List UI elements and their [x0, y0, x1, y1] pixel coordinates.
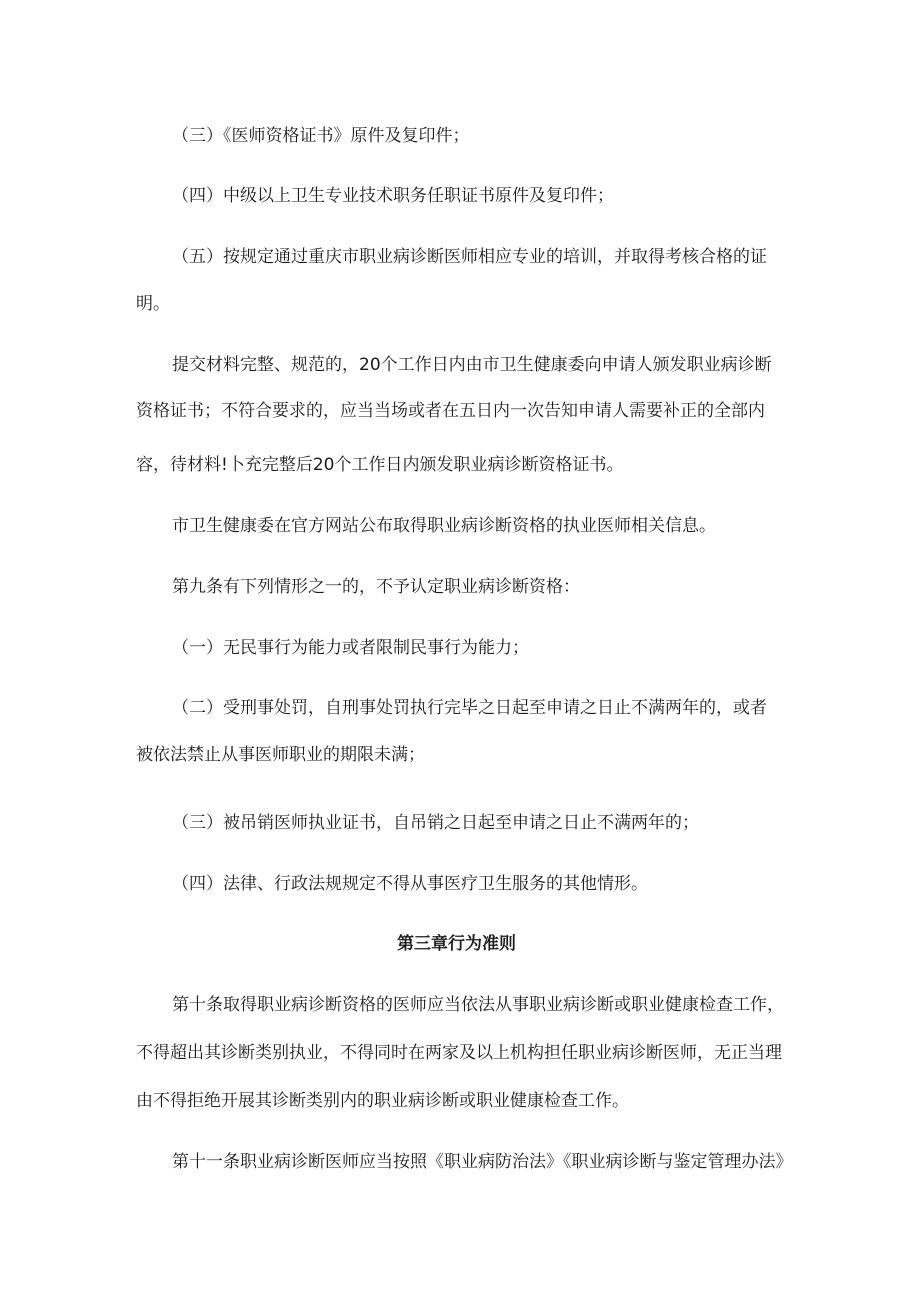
item-3-physician-certificate: （三）《医师资格证书》原件及复印件； — [172, 126, 470, 146]
article-11-line-1: 第十一条职业病诊断医师应当按照《职业病防治法》《职业病诊断与鉴定管理办法》 — [172, 1152, 793, 1172]
article-9-item-4: （四）法律、行政法规规定不得从事医疗卫生服务的其他情形。 — [172, 874, 648, 894]
item-5-training-line-2: 明。 — [136, 294, 170, 314]
article-9-item-3: （三）被吊销医师执业证书，自吊销之日起至申请之日止不满两年的； — [172, 813, 699, 833]
submission-paragraph-line-2: 资格证书；不符合要求的，应当当场或者在五日内一次告知申请人需要补正的全部内 — [136, 401, 765, 421]
item-4-title-certificate: （四）中级以上卫生专业技术职务任职证书原件及复印件； — [172, 186, 614, 206]
article-9-item-2-line-2: 被依法禁止从事医师职业的期限未满； — [136, 745, 425, 765]
article-9-item-1: （一）无民事行为能力或者限制民事行为能力； — [172, 638, 529, 658]
article-10-line-3: 由不得拒绝开展其诊断类别内的职业病诊断或职业健康检查工作。 — [136, 1091, 629, 1111]
publication-paragraph: 市卫生健康委在官方网站公布取得职业病诊断资格的执业医师相关信息。 — [172, 516, 716, 536]
article-10-line-1: 第十条取得职业病诊断资格的医师应当依法从事职业病诊断或职业健康检查工作， — [172, 995, 784, 1015]
submission-paragraph-line-3: 容，待材料!卜充完整后20个工作日内颁发职业病诊断资格证书。 — [136, 455, 624, 475]
article-9-intro: 第九条有下列情形之一的，不予认定职业病诊断资格： — [172, 577, 580, 597]
submission-paragraph-line-1: 提交材料完整、规范的，20个工作日内由市卫生健康委向申请人颁发职业病诊断 — [172, 355, 772, 375]
chapter-3-heading: 第三章行为准则 — [397, 934, 516, 954]
item-5-training-line-1: （五）按规定通过重庆市职业病诊断医师相应专业的培训，并取得考核合格的证 — [172, 247, 767, 267]
article-10-line-2: 不得超出其诊断类别执业，不得同时在两家及以上机构担任职业病诊断医师，无正当理 — [136, 1043, 782, 1063]
article-9-item-2-line-1: （二）受刑事处罚，自刑事处罚执行完毕之日起至申请之日止不满两年的，或者 — [172, 698, 767, 718]
